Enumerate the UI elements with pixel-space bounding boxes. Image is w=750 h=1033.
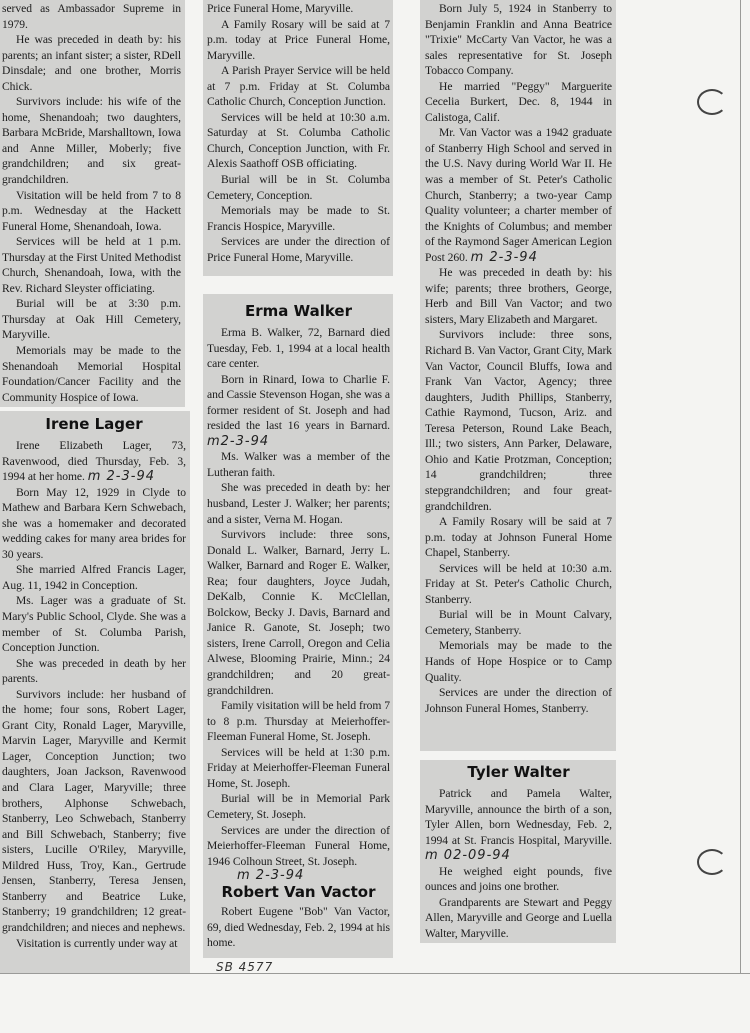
obit-paragraph (425, 125, 612, 265)
obit-paragraph: Burial will be in St. Columba Cemetery, Conception. (207, 173, 390, 202)
obit-paragraph: Services will be held at 10:30 a.m. Saturday at St. Columba Catholic Church, Conception Junction, with Fr. Alexis Saathoff OSB officiating. (207, 110, 390, 171)
obit-paragraph: Services are under the direction of Price Funeral Home, Maryville. (207, 235, 390, 264)
obit-paragraph: Burial will be at 3:30 p.m. Thursday at Oak Hill Cemetery, Maryville. (2, 297, 181, 342)
obit-paragraph: Services will be held at 10:30 a.m. Friday at St. Peter's Catholic Church, Stanberry. (425, 561, 612, 606)
clipping-irene-lager (0, 411, 190, 974)
handwritten-date: m 2-3-94 (470, 249, 538, 265)
obit-heading: Erma Walker (244, 302, 353, 320)
obit-paragraph: He married "Peggy" Marguerite Cecelia Burkert, Dec. 8, 1944 in Calistoga, Calif. (425, 79, 612, 124)
obit-paragraph: Memorials may be made to the Shenandoah Memorial Hospital Foundation/Cancer Facility and the Community Hospice of Iowa. (2, 344, 181, 404)
obit-paragraph: He was preceded in death by: his parents; an infant sister; a sister, RDell Dinsdale; and one brother, Morris Chick. (2, 33, 181, 93)
lead-text: Irene Elizabeth Lager, 73, Ravenwood, died Thursday, Feb. 3, 1994 at her home. (2, 439, 186, 484)
obit-paragraph: served as Ambassador Supreme in 1979. (2, 2, 181, 31)
obit-paragraph: Born July 5, 1924 in Stanberry to Benjamin Franklin and Anna Beatrice "Trixie" McCarty Van Vactor, he was a sales representative for St. Joseph Tobacco Company. (425, 2, 612, 78)
obit-paragraph: Grandparents are Stewart and Peggy Allen, Maryville and George and Luella Walter, Maryville. (425, 895, 612, 940)
born-text: Born in Rinard, Iowa to Charlie F. and Cassie Stevenson Hogan, she was a former resident of St. Joseph and had resided the last 16 years in Barnard. (207, 372, 390, 433)
obit-paragraph: Survivors include: three sons, Donald L. Walker, Barnard, Jerry L. Walker, Barnard and Roger E. Walker, Rea; four daughters, Joyce Judah, DeKalb, Connie K. McClellan, Bolckow, Becky J. Davis, Barnard and Janice R. Ganote, St. Joseph; two sisters, Irene Carroll, Oregon and Celia Alwese, Blooming Prairie, Minn.; 24 grandchildren; and 20 great-grandchildren. (207, 528, 390, 697)
handwritten-date: m 2-3-94 (237, 868, 305, 884)
obit-paragraph: Services will be held at 1 p.m. Thursday at the First United Methodist Church, Shenandoah, Iowa, with the Rev. Richard Sleyster officiating. (2, 235, 181, 295)
obit-paragraph: Survivors include: three sons, Richard B. Van Vactor, Grant City, Mark Van Vactor, Council Bluffs, Iowa and Frank Van Vactor, Agency; three daughters, Judith Phillips, Stanberry, Cathie Raymond, Tucson, Ariz. and Teresa Peterson, Round Lake Beach, Ill.; two sisters, Ann Parker, Delaware, Ohio and Katie Protzman, Conception; 14 grandchildren; three stepgrandchildren; and four great-grandchildren. (425, 328, 612, 513)
obit-paragraph: Burial will be in Memorial Park Cemetery, St. Joseph. (207, 792, 390, 821)
obit-paragraph: Visitation is currently under way at (16, 936, 178, 950)
obit-lead (2, 438, 186, 485)
obit-paragraph: Memorials may be made to St. Francis Hospice, Maryville. (207, 204, 390, 233)
clipping-column2-top (203, 0, 393, 276)
page-bottom-rule (0, 973, 750, 974)
obit-paragraph: Price Funeral Home, Maryville. (207, 2, 354, 15)
obit-paragraph: Services are under the direction of Johnson Funeral Homes, Stanberry. (425, 686, 612, 715)
obit-paragraph: A Family Rosary will be said at 7 p.m. today at Price Funeral Home, Maryville. (207, 17, 390, 62)
obit-paragraph: Services will be held at 1:30 p.m. Friday at Meierhoffer-Fleeman Funeral Home, St. Joseph. (207, 745, 390, 790)
obit-heading: Robert Van Vactor (221, 883, 376, 902)
clipping-column1-top (0, 0, 185, 407)
archive-stamp: SB 4577 (216, 960, 274, 974)
obit-paragraph: A Family Rosary will be said at 7 p.m. today at Johnson Funeral Home Chapel, Stanberry. (425, 515, 612, 560)
obit-paragraph: Ms. Walker was a member of the Lutheran faith. (207, 450, 390, 479)
grad-text: Mr. Van Vactor was a 1942 graduate of Stanberry High School and served in the U.S. Navy during World War II. He was a member of St. Peter's Catholic Church, Stanberry; a two-year Camp Quality volunteer; a charter member of the Knights of Columbus; and member of the Raymond Sager American Legion Post 260. (425, 126, 612, 264)
clipping-erma-walker (203, 294, 393, 958)
obit-paragraph: Memorials may be made to the Hands of Hope Hospice or to Camp Quality. (425, 639, 612, 684)
obit-paragraph: Services are under the direction of Meierhoffer-Fleeman Funeral Home, 1946 Colhoun Street, St. Joseph. (207, 823, 390, 868)
obit-paragraph: Erma B. Walker, 72, Barnard died Tuesday, Feb. 1, 1994 at a local health care center. (207, 326, 390, 371)
obit-paragraph: She was preceded in death by her parents. (2, 656, 186, 686)
obit-paragraph: Robert Eugene "Bob" Van Vactor, 69, died Wednesday, Feb. 2, 1994 at his home. (207, 905, 390, 950)
binder-hole (697, 89, 727, 115)
obit-heading: Irene Lager (45, 415, 143, 433)
obit-paragraph (207, 372, 390, 450)
handwritten-date: m 02-09-94 (425, 848, 511, 864)
clipping-van-vactor (420, 0, 616, 751)
handwritten-date: m2-3-94 (207, 433, 270, 449)
obit-paragraph: She was preceded in death by: her husband, Lester J. Walker; her parents; and a sister, Verna M. Hogan. (207, 481, 390, 526)
obit-paragraph: He was preceded in death by: his wife; parents; three brothers, George, Herb and Bill Van Vactor; and two sisters, Mary Elizabeth and Margaret. (425, 266, 612, 326)
obit-paragraph: Survivors include: his wife of the home, Shenandoah; two daughters, Barbara McBride, Marshalltown, Iowa and Anne Miller, Moberly; five grandchildren; and six great-grandchildren. (2, 95, 181, 187)
lead-text: Patrick and Pamela Walter, Maryville, announce the birth of a son, Tyler Allen, born Wednesday, Feb. 2, 1994 at St. Francis Hospital, Maryville. (425, 787, 612, 847)
obit-paragraph (2, 405, 181, 407)
page-right-edge (740, 0, 741, 973)
binder-hole (697, 849, 727, 875)
handwritten-date: m 2-3-94 (87, 469, 155, 485)
obit-paragraph: Burial will be in Mount Calvary, Cemetery, Stanberry. (425, 608, 612, 637)
clipping-tyler-walter (420, 760, 616, 943)
obit-paragraph: He weighed eight pounds, five ounces and joins one brother. (425, 864, 612, 894)
obit-paragraph: Family visitation will be held from 7 to 8 p.m. Thursday at Meierhoffer-Fleeman Funeral Home, St. Joseph. (207, 699, 390, 744)
obit-paragraph: Visitation will be held from 7 to 8 p.m. Wednesday at the Hackett Funeral Home, Shenandoah, Iowa. (2, 188, 181, 233)
obit-heading: Tyler Walter (467, 763, 570, 781)
obit-paragraph: Ms. Lager was a graduate of St. Mary's Public School, Clyde. She was a member of St. Columba Parish, Conception Junction. (2, 594, 186, 655)
obit-paragraph: She married Alfred Francis Lager, Aug. 11, 1942 in Conception. (2, 563, 186, 592)
obit-paragraph: A Parish Prayer Service will be held at 7 p.m. Friday at St. Columba Catholic Church, Conception Junction. (207, 64, 390, 109)
obit-paragraph: Born May 12, 1929 in Clyde to Mathew and Barbara Kern Schwebach, she was a homemaker and decorated wedding cakes for many area brides for 30 years. (2, 485, 186, 561)
obit-paragraph (425, 786, 612, 864)
obit-paragraph: Survivors include: her husband of the home; four sons, Robert Lager, Grant City, Ronald Lager, Maryville, Marvin Lager, Maryville and Kermit Lager, Conception Junction; two daughters, Joan Jackson, Ravenwood and Clara Lager, Maryville; three brothers, Alphonse Schwebach, Stanberry, Leo Schwebach, Stanberry and Bill Schwebach, Stanberry; five sisters, Lucille O'Riley, Maryville, Mildred Huss, Troy, Kan., Gertrude Jensen, Stanberry, Teresa Jensen, Stanberry and Beatrice Luke, Stanberry; 19 grandchildren; 12 great-grandchildren; and nieces and nephews. (2, 687, 186, 934)
